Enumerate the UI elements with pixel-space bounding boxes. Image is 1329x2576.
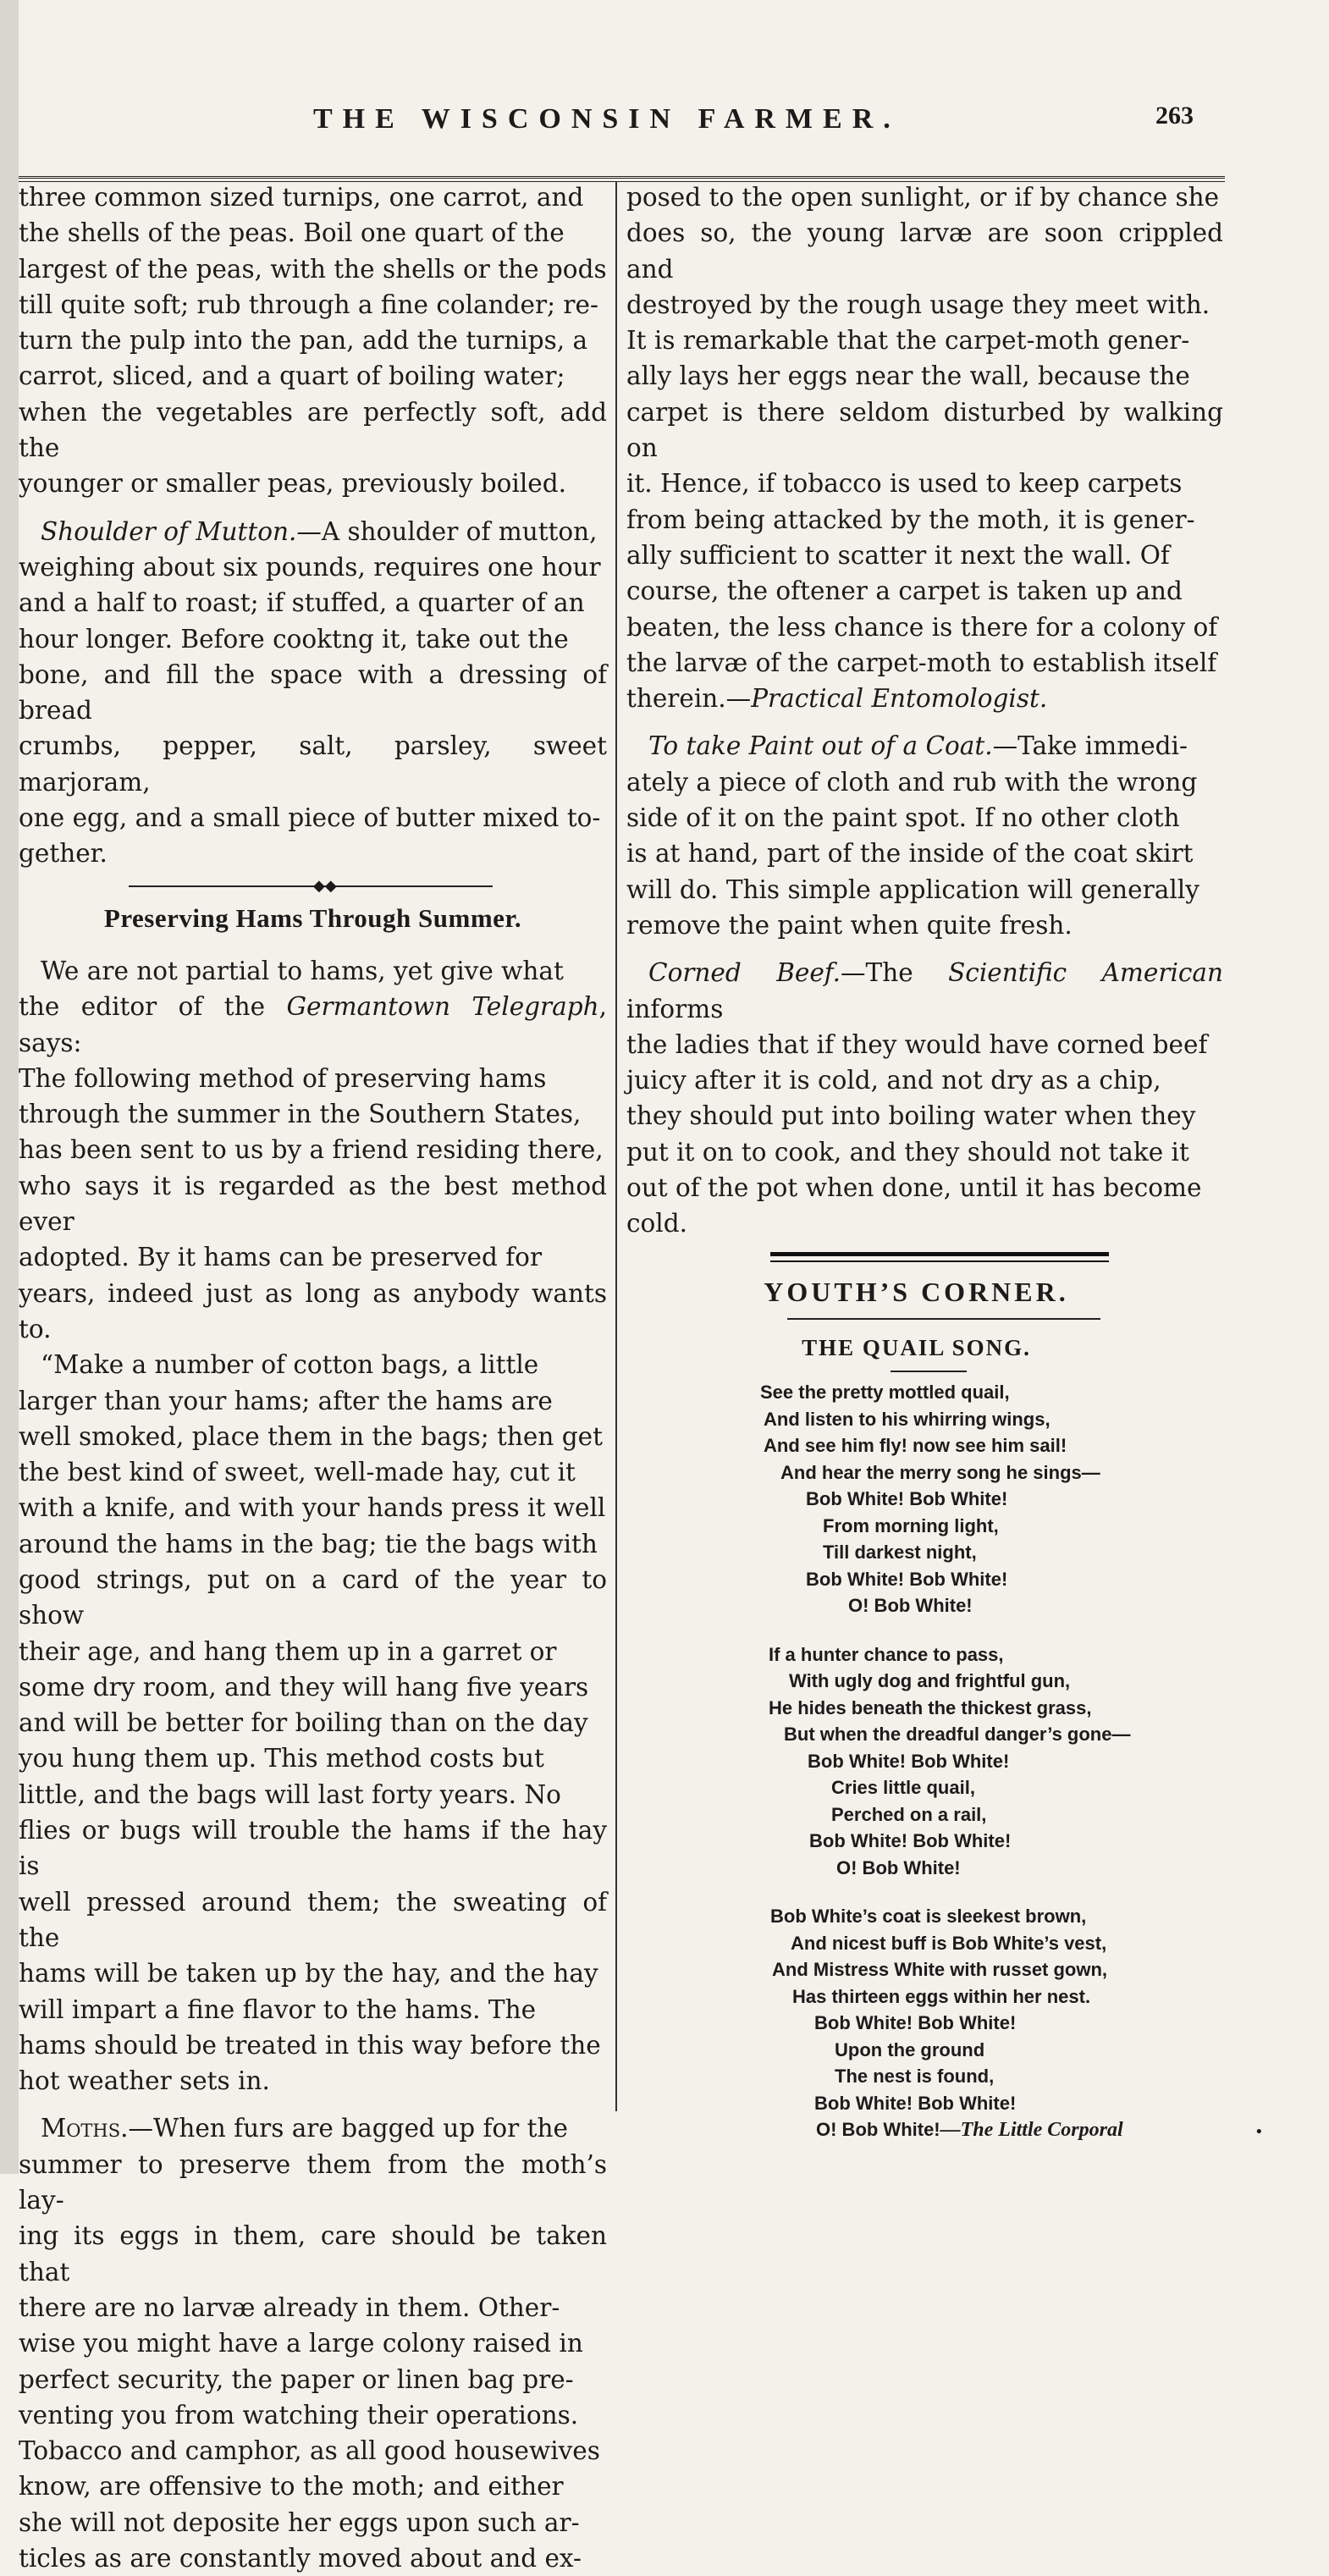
right-column: [626, 179, 1223, 2144]
text-line: venting you from watching their operations.: [19, 2400, 579, 2430]
text-line: crumbs, pepper, salt, parsley, sweet marjoram,: [19, 731, 607, 797]
poem-line: If a hunter chance to pass,: [769, 1643, 1004, 1665]
text-line: does so, the young larvæ are soon crippled and: [626, 218, 1223, 284]
text-line: hot weather sets in.: [19, 2066, 270, 2096]
text-line: some dry room, and they will hang five years: [19, 1672, 589, 1702]
hams-heading: Preserving Hams Through Summer.: [103, 902, 522, 933]
text-line: turn the pulp into the pan, add the turnips, a: [19, 326, 588, 356]
text-line: out of the pot when done, until it has become: [626, 1173, 1202, 1203]
poem-line: With ugly dog and frightful gun,: [789, 1670, 1071, 1692]
corned-beef-paragraph: [626, 955, 1223, 1241]
text-line: wise you might have a large colony raised in: [19, 2329, 583, 2358]
poem-stanza: [626, 1903, 1223, 2144]
text-line: summer to preserve them from the moth’s lay-: [19, 2149, 607, 2215]
poem-line: The nest is found,: [835, 2066, 995, 2088]
text-line: hour longer. Before cooktng it, take out the: [19, 624, 569, 654]
poem-line: And Mistress White with russet gown,: [772, 1959, 1108, 1981]
text-line: carpet is there seldom disturbed by walking on: [626, 397, 1223, 463]
text-line: has been sent to us by a friend residing there,: [19, 1135, 604, 1165]
text-line: gether.: [19, 839, 108, 869]
text-line: ing its eggs in them, care should be taken that: [19, 2221, 607, 2286]
text-line: years, indeed just as long as anybody wants to.: [19, 1278, 607, 1343]
text-line: younger or smaller peas, previously boiled.: [19, 469, 566, 499]
text-line: perfect security, the paper or linen bag pre-: [19, 2364, 574, 2394]
text-line: good strings, put on a card of the year to show: [19, 1564, 607, 1630]
poem-line: Bob White! Bob White!: [814, 2012, 1017, 2034]
text-line: it. Hence, if tobacco is used to keep carpets: [626, 469, 1183, 499]
text-line: well pressed around them; the sweating of the: [19, 1887, 607, 1952]
text-line: flies or bugs will trouble the hams if the hay is: [19, 1816, 607, 1881]
poem-line: He hides beneath the thickest grass,: [769, 1696, 1092, 1718]
text-line: till quite soft; rub through a fine colander; re-: [19, 290, 598, 319]
text-line: you hung them up. This method costs but: [19, 1744, 544, 1773]
text-line: largest of the peas, with the shells or the pods: [19, 254, 607, 284]
text-line: We are not partial to hams, yet give what: [41, 956, 564, 985]
moths-continued-paragraph: [626, 179, 1223, 716]
youth-corner-heading: YOUTH’S CORNER.: [764, 1276, 1069, 1307]
text-line: the shells of the peas. Boil one quart of the: [19, 218, 565, 248]
column-divider: [615, 181, 617, 2111]
text-line: Shoulder of Mutton.—A shoulder of mutton,: [41, 516, 598, 546]
left-column: [19, 179, 607, 2576]
poem-line: Cries little quail,: [831, 1777, 975, 1799]
poem-line: Bob White! Bob White!: [806, 1488, 1008, 1510]
poem-line: Bob White! Bob White!: [809, 1830, 1012, 1852]
text-line: ally sufficient to scatter it next the wall. Of: [626, 540, 1170, 570]
poem-line: And see him fly! now see him sail!: [764, 1435, 1067, 1457]
text-line: who says it is regarded as the best method ever: [19, 1171, 607, 1237]
poem-attribution: —The Little Corporal: [940, 2119, 1123, 2142]
poem-stanza: [626, 1641, 1223, 1882]
text-line: ticles as are constantly moved about and ex-: [19, 2544, 582, 2573]
text-line: the ladies that if they would have corned beef: [626, 1029, 1208, 1059]
moths-paragraph: [19, 2110, 607, 2576]
mutton-paragraph: [19, 514, 607, 872]
text-line: she will not deposite her eggs upon such ar-: [19, 2507, 580, 2537]
text-line: little, and the bags will last forty years. No: [19, 1779, 561, 1809]
text-line: Moths.—When furs are bagged up for the: [41, 2114, 568, 2143]
text-line: and a half to roast; if stuffed, a quarter of an: [19, 588, 585, 618]
text-line: remove the paint when quite fresh.: [626, 910, 1073, 940]
poem-line: From morning light,: [823, 1514, 999, 1536]
text-line: juicy after it is cold, and not dry as a chip,: [626, 1066, 1161, 1095]
poem-line: Upon the ground: [835, 2038, 985, 2060]
moths-source: Practical Entomologist.: [751, 684, 1048, 714]
text-line: when the vegetables are perfectly soft, add the: [19, 397, 607, 463]
mutton-heading: Shoulder of Mutton.: [41, 516, 297, 546]
paint-heading: To take Paint out of a Coat.: [648, 731, 993, 761]
moths-heading: Moths.: [41, 2114, 129, 2143]
text-line: cold.: [626, 1209, 687, 1238]
newspaper-name: Germantown Telegraph: [286, 992, 599, 1022]
poem-line: And listen to his whirring wings,: [764, 1408, 1051, 1430]
soup-recipe-paragraph: [19, 179, 607, 502]
text-line: is at hand, part of the inside of the coat skirt: [626, 839, 1194, 869]
section-ornament: ◆◆: [19, 877, 607, 896]
beef-heading: Corned Beef.: [648, 958, 841, 988]
text-line: carrot, sliced, and a quart of boiling water;: [19, 361, 565, 391]
text-line: the larvæ of the carpet-moth to establish itself: [626, 648, 1217, 677]
hams-intro-paragraph: [19, 953, 607, 1347]
text-line: ately a piece of cloth and rub with the wrong: [626, 767, 1198, 797]
poem-line: Bob White’s coat is sleekest brown,: [770, 1906, 1087, 1928]
text-line: three common sized turnips, one carrot, and: [19, 183, 584, 212]
text-line: know, are offensive to the moth; and either: [19, 2472, 564, 2502]
text-line: the editor of the Germantown Telegraph, says:: [19, 992, 607, 1057]
text-line: beaten, the less chance is there for a colony of: [626, 612, 1218, 642]
text-line: their age, and hang them up in a garret or: [19, 1636, 557, 1666]
text-line: weighing about six pounds, requires one hour: [19, 552, 601, 582]
text-line: To take Paint out of a Coat.—Take immedi-: [648, 731, 1188, 761]
text-line: will do. This simple application will generally: [626, 874, 1199, 904]
text-line: ally lays her eggs near the wall, because the: [626, 361, 1190, 391]
poem-title: THE QUAIL SONG.: [802, 1334, 1031, 1360]
poem-line: Till darkest night,: [823, 1542, 977, 1564]
poem-stanza: [626, 1379, 1223, 1619]
text-line: well smoked, place them in the bags; then get: [19, 1421, 603, 1451]
text-line: put it on to cook, and they should not take it: [626, 1137, 1189, 1167]
youth-corner-rule: [626, 1249, 1223, 1271]
text-line: course, the oftener a carpet is taken up and: [626, 576, 1183, 606]
text-line: with a knife, and with your hands press it well: [19, 1493, 606, 1523]
text-line: through the summer in the Southern States,: [19, 1100, 582, 1129]
text-line: there are no larvæ already in them. Other-: [19, 2292, 560, 2322]
text-line: “Make a number of cotton bags, a little: [41, 1350, 539, 1380]
quail-song-poem: [626, 1379, 1223, 2144]
text-line: Corned Beef.—The Scientific American informs: [626, 958, 1223, 1023]
poem-line: See the pretty mottled quail,: [760, 1382, 1010, 1404]
hams-quote-paragraph: [19, 1347, 607, 2099]
poem-line: O! Bob White!: [836, 1856, 961, 1878]
poem-line: O! Bob White!: [848, 1595, 973, 1617]
poem-line: Bob White! Bob White!: [808, 1750, 1010, 1772]
text-line: from being attacked by the moth, it is gener-: [626, 505, 1195, 534]
text-line: one egg, and a small piece of butter mixed to-: [19, 803, 601, 833]
page-number: 263: [1155, 102, 1194, 130]
text-line: It is remarkable that the carpet-moth gener-: [626, 326, 1190, 356]
text-line: larger than your hams; after the hams are: [19, 1386, 553, 1415]
text-line: hams should be treated in this way before the: [19, 2030, 601, 2060]
poem-line: Bob White! Bob White!: [806, 1568, 1008, 1590]
text-line: posed to the open sunlight, or if by chance she: [626, 183, 1220, 212]
text-line: destroyed by the rough usage they meet with.: [626, 290, 1210, 319]
text-line: side of it on the paint spot. If no other cloth: [626, 803, 1180, 833]
text-line: Tobacco and camphor, as all good housewives: [19, 2436, 600, 2466]
page-mark: •: [1255, 2123, 1264, 2141]
text-line: adopted. By it hams can be preserved for: [19, 1243, 543, 1272]
text-line: therein.—Practical Entomologist.: [626, 684, 1048, 714]
text-line: will impart a fine flavor to the hams. The: [19, 1994, 537, 2024]
binding-gutter: [0, 0, 19, 2174]
poem-line: O! Bob White!—The Little Corporal: [816, 2119, 1123, 2142]
page-header: [25, 95, 1227, 146]
paint-paragraph: [626, 728, 1223, 943]
poem-line: Perched on a rail,: [831, 1803, 987, 1825]
beef-source: Scientific American: [948, 958, 1223, 988]
running-title: THE WISCONSIN FARMER.: [313, 103, 901, 135]
youth-corner-underline: [626, 1316, 1223, 1327]
poem-line: But when the dreadful danger’s gone—: [784, 1724, 1131, 1746]
poem-line: And hear the merry song he sings—: [780, 1461, 1100, 1483]
poem-line: Has thirteen eggs within her nest.: [792, 1985, 1091, 2007]
poem-title-rule: [626, 1367, 1223, 1379]
text-line: hams will be taken up by the hay, and the hay: [19, 1959, 598, 1989]
text-line: the best kind of sweet, well-made hay, cut it: [19, 1458, 576, 1487]
text-line: The following method of preserving hams: [19, 1063, 547, 1093]
text-line: bone, and fill the space with a dressing of bread: [19, 659, 607, 725]
poem-line: And nicest buff is Bob White’s vest,: [791, 1932, 1107, 1954]
text-line: they should put into boiling water when they: [626, 1101, 1196, 1131]
text-line: and will be better for boiling than on the day: [19, 1708, 588, 1738]
poem-line: Bob White! Bob White!: [814, 2092, 1017, 2114]
text-line: around the hams in the bag; tie the bags with: [19, 1529, 598, 1558]
